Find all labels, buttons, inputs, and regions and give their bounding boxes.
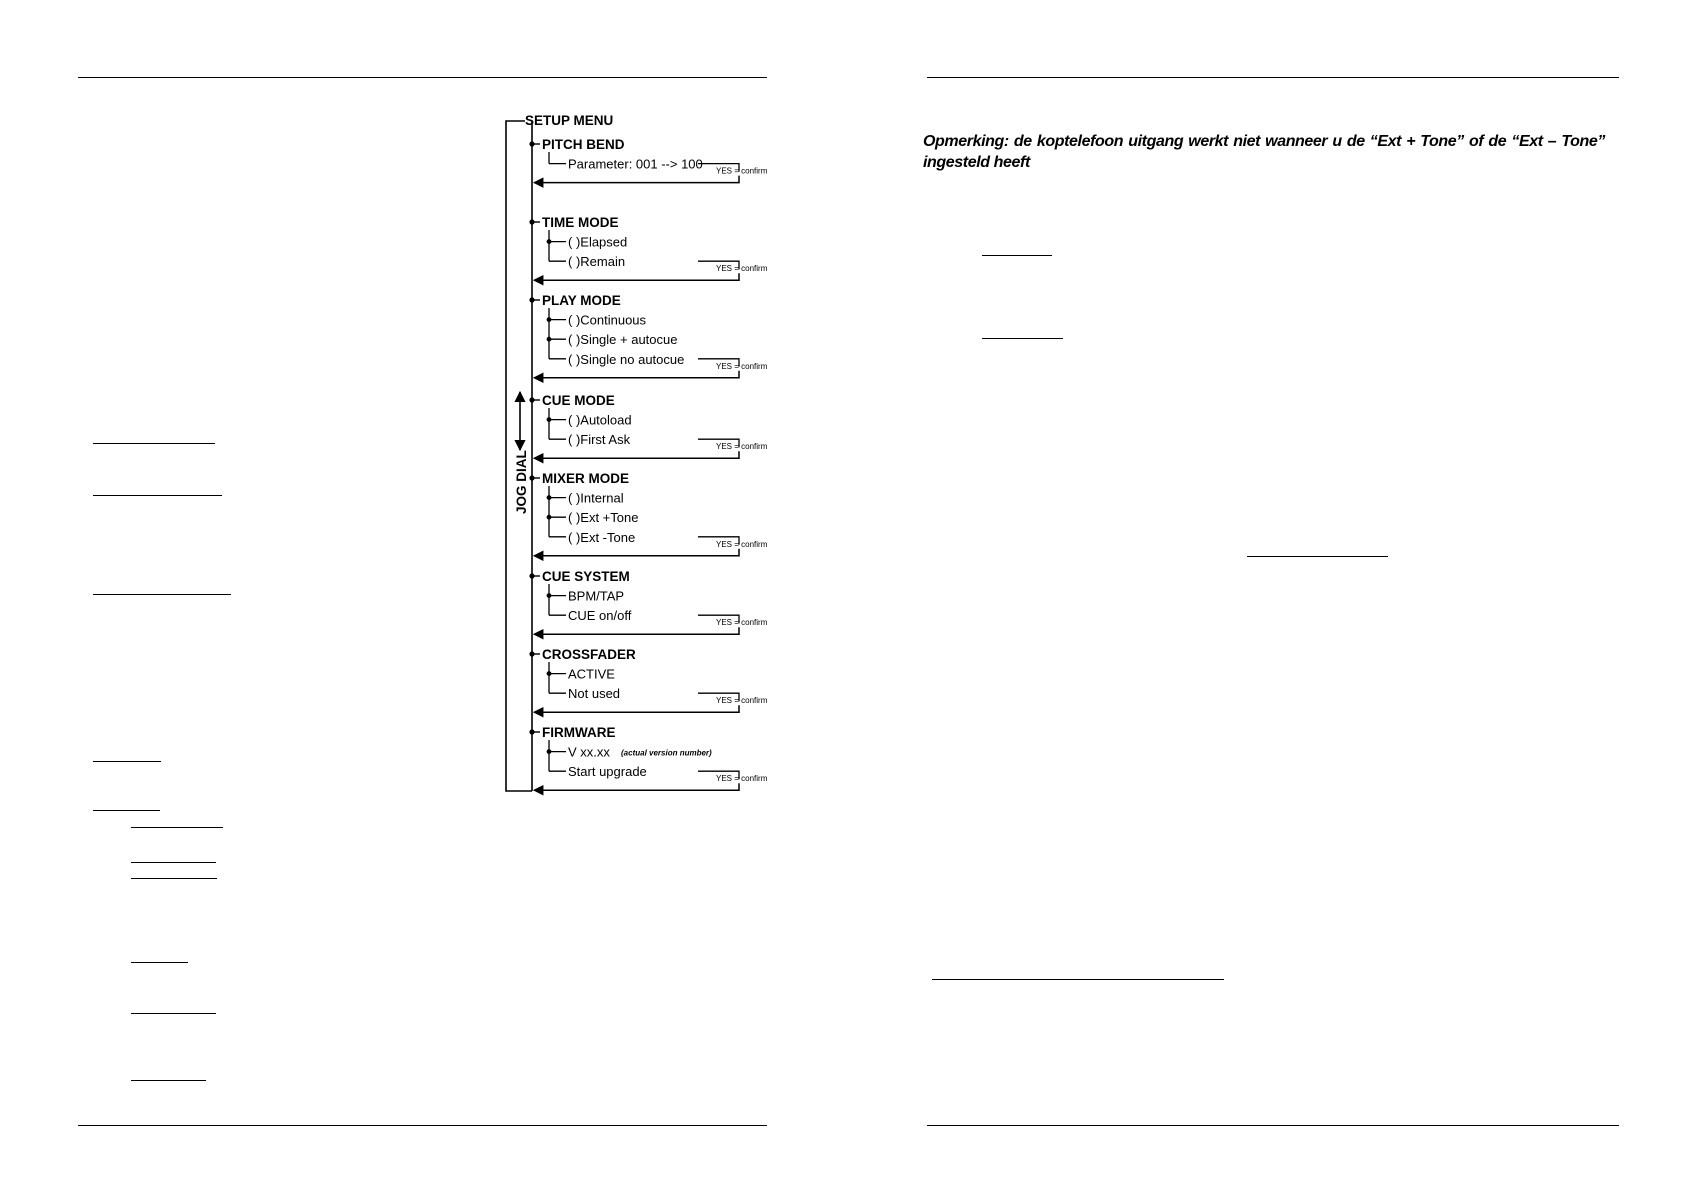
option-label: ( )Ext +Tone [568,510,639,526]
return-arrow [534,176,739,183]
section-heading: FIRMWARE [542,725,616,740]
option-label: ( )Ext -Tone [568,529,636,545]
left-underline-9 [131,962,188,963]
left-underline-5 [93,810,160,811]
confirm-label: YES = confirm [716,166,768,176]
setup-menu-diagram [490,106,790,796]
section-heading: CUE SYSTEM [542,569,630,584]
section-heading: MIXER MODE [542,471,630,486]
return-arrow [534,371,739,378]
left-underline-4 [93,761,161,762]
option-label: ( )First Ask [568,432,631,448]
menu-sections [529,137,767,790]
left-page-header-rule [78,77,767,78]
return-arrow [534,273,739,280]
right-underline-2 [982,338,1063,339]
option-label: ACTIVE [568,666,615,682]
menu-section [529,647,767,712]
left-underline-8 [131,878,217,879]
confirm-label: YES = confirm [716,618,768,628]
option-label: ( )Remain [568,254,626,270]
left-underline-10 [131,1013,216,1014]
left-underline-1 [93,443,215,444]
setup-menu-title: SETUP MENU [525,113,614,128]
confirm-label: YES = confirm [716,264,768,274]
option-label: CUE on/off [568,608,632,624]
menu-section [529,393,767,458]
option-label: BPM/TAP [568,588,625,604]
confirm-label: YES = confirm [716,361,768,371]
option-label: Parameter: 001 --> 100 [568,156,703,172]
right-page-footer-rule [927,1125,1619,1126]
right-underline-4 [932,979,1224,980]
left-underline-3 [93,594,231,595]
menu-section [529,215,767,280]
option-label: ( )Single + autocue [568,332,678,348]
confirm-label: YES = confirm [716,539,768,549]
left-underline-2 [93,495,222,496]
return-arrow [534,705,739,712]
option-label: ( )Single no autocue [568,351,685,367]
return-arrow [534,549,739,556]
left-underline-11 [131,1080,206,1081]
menu-section [529,137,767,183]
option-label: ( )Elapsed [568,234,628,250]
option-label: ( )Autoload [568,412,632,428]
option-label: ( )Continuous [568,312,647,328]
menu-section [529,293,767,378]
option-label: Not used [568,686,621,702]
section-heading: PITCH BEND [542,137,625,152]
confirm-label: YES = confirm [716,774,768,784]
menu-section [529,471,767,556]
menu-section [529,569,767,634]
left-page-footer-rule [78,1125,767,1126]
menu-section [529,725,767,790]
confirm-label: YES = confirm [716,442,768,452]
section-heading: PLAY MODE [542,293,621,308]
right-underline-3 [1247,556,1388,557]
return-arrow [534,627,739,634]
section-heading: CROSSFADER [542,647,636,662]
option-note: (actual version number) [621,748,712,758]
left-underline-7 [131,862,216,863]
option-label: Start upgrade [568,764,647,780]
return-arrow [534,451,739,458]
jog-dial-label: JOG DIAL [514,450,529,514]
section-heading: CUE MODE [542,393,615,408]
option-label: V xx.xx [568,744,610,760]
headphone-output-note: Opmerking: de koptelefoon uitgang werkt niet wanneer u de “Ext + Tone” of de “Ext – Tone” ingesteld heeft [923,133,1605,171]
section-heading: TIME MODE [542,215,619,230]
left-underline-6 [131,827,223,828]
return-arrow [534,783,739,790]
option-label: ( )Internal [568,490,624,506]
right-underline-1 [982,255,1052,256]
confirm-label: YES = confirm [716,696,768,706]
right-page-header-rule [927,77,1619,78]
